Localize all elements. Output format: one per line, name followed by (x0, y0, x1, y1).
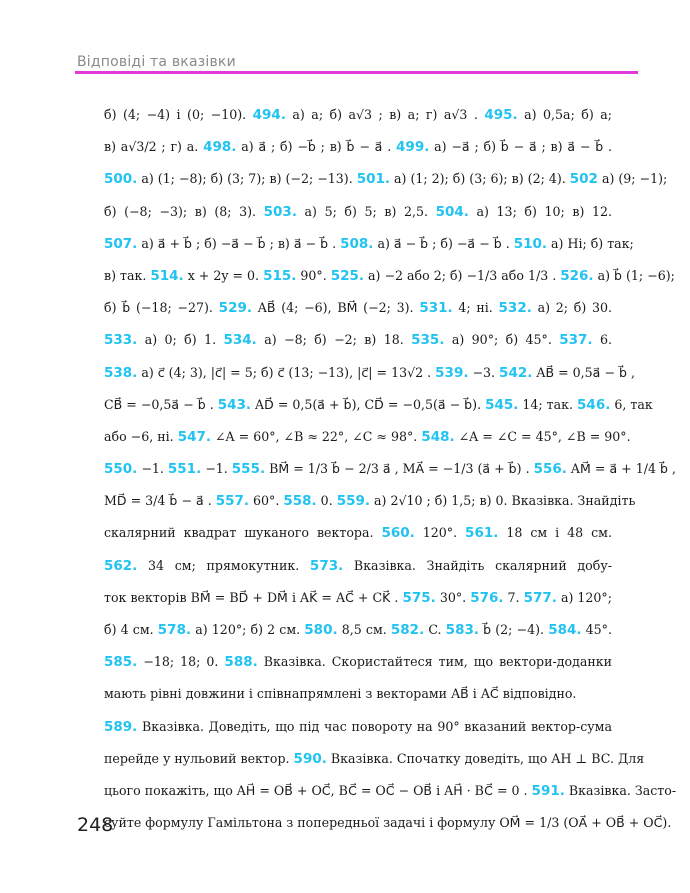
answer-line (104, 614, 612, 646)
running-header: Відповіді та вказівки (77, 54, 236, 70)
answer-text: а) a⃗ − b⃗ ; б) −a⃗ − b⃗ . (373, 235, 514, 251)
answer-text: в) a√3/2 ; г) a. (104, 139, 204, 155)
answer-text: перейде у нульовий вектор. (104, 750, 294, 766)
answer-line (104, 196, 612, 228)
answer-text: ток векторів BM⃗ = BD⃗ + DM⃗ і AK⃗ = AC⃗ + CK⃗ . (104, 589, 403, 605)
answer-text: 30°. (435, 589, 471, 605)
answer-number: 546. (577, 396, 611, 413)
answer-line (104, 163, 668, 195)
answer-number: 538. (104, 364, 138, 381)
answer-text: 6. (592, 332, 612, 348)
answer-text: Вказівка. Скористайтеся тим, що вектори-доданки (257, 654, 612, 670)
answer-text: Вказівка. Доведіть, що під час повороту на 90° вказаний вектор-сума (137, 718, 612, 734)
answer-text: а) Ні; б) так; (547, 235, 634, 251)
answer-text: AD⃗ = 0,5(a⃗ + b⃗), CD⃗ = −0,5(a⃗ − b⃗). (251, 396, 486, 412)
answer-number: 533. (104, 332, 138, 349)
answer-number: 504. (435, 203, 469, 220)
answer-number: 501. (356, 171, 391, 188)
answer-text: x + 2y = 0. (183, 267, 264, 283)
answer-number: 583. (445, 622, 479, 638)
answer-line (104, 357, 635, 389)
answer-text: 120°. (414, 525, 466, 541)
answer-text: CB⃗ = −0,5a⃗ − b⃗ . (104, 396, 218, 412)
answer-number: 502 (569, 171, 598, 188)
answer-number: 526. (560, 267, 594, 284)
answer-text: б) 4 см. (104, 622, 158, 637)
answer-text: 4; ні. (452, 300, 499, 316)
answer-text: а) 0; б) 1. (137, 332, 224, 348)
answer-text: а) 0,5a; б) a; (517, 107, 612, 122)
answer-text: 8,5 см. (337, 622, 391, 637)
answer-number: 557. (215, 493, 250, 510)
answer-number: 590. (293, 750, 327, 767)
answer-line (104, 743, 645, 775)
answer-text: 90°. (296, 267, 331, 283)
answer-line (104, 292, 612, 324)
answer-text: а) b⃗ (1; −6); (593, 267, 675, 283)
answer-text: б) (−8; −3); в) (8; 3). (104, 203, 264, 219)
answer-line (104, 260, 675, 292)
answer-number: 547. (177, 428, 211, 445)
answer-text: а) (9; −1); (597, 171, 668, 187)
answer-line (104, 775, 677, 807)
answer-text: скалярний квадрат шуканого вектора. (104, 525, 382, 541)
answer-number: 591. (531, 782, 565, 799)
answer-text: цього покажіть, що AH⃗ = OB⃗ + OC⃗, BC⃗ = OC⃗ − OB⃗ і AH⃗ · BC⃗ = 0 . (104, 782, 532, 798)
answer-number: 542. (499, 364, 533, 381)
answer-number: 495. (484, 107, 518, 123)
answer-line (104, 517, 612, 549)
answer-text: б) (4; −4) і (0; −10). (104, 107, 253, 122)
answer-number: 575. (402, 589, 436, 606)
answer-text: b⃗ (2; −4). (478, 622, 549, 637)
answer-line (104, 711, 612, 743)
answer-number: 580. (304, 622, 338, 638)
answer-number: 543. (217, 396, 252, 413)
answer-number: 529. (218, 300, 252, 317)
answer-number: 531. (419, 300, 453, 317)
answer-line (104, 550, 612, 582)
answer-number: 545. (485, 396, 519, 413)
answer-number: 548. (421, 428, 455, 445)
answer-number: 515. (263, 267, 297, 284)
answer-text: BM⃗ = 1/3 b⃗ − 2/3 a⃗ , MA⃗ = −1/3 (a⃗ + b⃗) . (265, 461, 534, 477)
answer-number: 584. (548, 622, 582, 638)
answer-number: 573. (309, 557, 344, 574)
answer-text: −1. (137, 461, 168, 477)
answer-number: 500. (104, 171, 138, 188)
answer-number: 503. (263, 203, 297, 220)
answer-text: −18; 18; 0. (137, 654, 225, 670)
answer-text: а) 120°; (556, 589, 612, 605)
answer-number: 510. (513, 235, 548, 252)
answer-line (104, 453, 676, 485)
answer-number: 514. (150, 267, 184, 284)
answer-number: 561. (465, 525, 499, 542)
answer-number: 577. (523, 589, 557, 606)
answer-text: а) (1; 2); б) (3; 6); в) (2; 4). (390, 171, 570, 187)
answer-text: 6, так (610, 396, 653, 412)
answer-text: −3. (468, 364, 500, 380)
answer-text: а) −a⃗ ; б) b⃗ − a⃗ ; в) a⃗ − b⃗ . (429, 139, 613, 155)
answer-line (104, 582, 612, 614)
answer-text: а) (1; −8); б) (3; 7); в) (−2; −13). (137, 171, 357, 187)
answer-text: AB⃗ = 0,5a⃗ − b⃗ , (532, 364, 635, 380)
answer-text: а) −8; б) −2; в) 18. (256, 332, 412, 348)
answer-number: 535. (411, 332, 445, 349)
answer-number: 558. (283, 493, 317, 510)
answer-line (104, 646, 612, 678)
answer-text: Вказівка. Спочатку доведіть, що AH ⊥ BC. Для (326, 750, 645, 766)
answer-number: 562. (104, 557, 138, 574)
answer-text: Вказівка. Знайдіть скалярний добу- (343, 557, 612, 573)
answer-number: 499. (396, 139, 430, 156)
answer-text: а) −2 або 2; б) −1/3 або 1/3 . (364, 267, 561, 283)
answer-text: а) 5; б) 5; в) 2,5. (296, 203, 436, 219)
header-rule (75, 71, 638, 74)
answer-number: 555. (231, 461, 266, 478)
answer-line (104, 389, 653, 421)
answer-number: 585. (104, 654, 138, 671)
answer-number: 534. (223, 332, 257, 349)
answer-number: 578. (157, 622, 192, 638)
answer-number: 525. (330, 267, 365, 284)
answer-text: AM⃗ = a⃗ + 1/4 b⃗ , (566, 461, 676, 477)
answer-line (104, 421, 631, 453)
answer-text: а) a⃗ ; б) −b⃗ ; в) b⃗ − a⃗ . (236, 139, 397, 155)
answer-text: C. (424, 622, 446, 637)
answer-text: в) так. (104, 267, 151, 283)
answer-number: 507. (104, 235, 138, 252)
answer-text: 7. (503, 589, 524, 605)
answer-number: 588. (224, 654, 258, 671)
answer-number: 550. (104, 461, 138, 478)
answer-text: MD⃗ = 3/4 b⃗ − a⃗ . (104, 493, 216, 509)
answer-number: 494. (252, 107, 286, 123)
answers-text (104, 99, 677, 839)
page-number: 248 (77, 814, 114, 836)
answer-line (104, 678, 612, 710)
answer-number: 560. (381, 525, 415, 542)
answer-text: −1. (201, 461, 232, 477)
answer-text: 0. (316, 493, 337, 509)
answer-line (104, 228, 634, 260)
answer-line (104, 99, 612, 131)
answer-number: 539. (435, 364, 469, 381)
answer-text: Вказівка. Засто- (564, 782, 677, 798)
answer-number: 556. (533, 461, 567, 478)
answer-text: а) 90°; б) 45°. (444, 332, 560, 348)
answer-text: суйте формулу Гамільтона з попередньої задачі і формулу OM⃗ = 1/3 (OA⃗ + OB⃗ + OC⃗). (104, 815, 672, 831)
answer-line (104, 807, 672, 839)
answer-number: 576. (470, 589, 504, 606)
answer-line (104, 485, 636, 517)
answer-text: AB⃗ (4; −6), BM⃗ (−2; 3). (251, 300, 420, 316)
answer-text: 14; так. (518, 396, 578, 412)
answer-number: 551. (167, 461, 202, 478)
answer-number: 498. (203, 139, 237, 156)
answer-text: мають рівні довжини і співнапрямлені з векторами AB⃗ і AC⃗ відповідно. (104, 686, 577, 702)
answer-text: або −6, ні. (104, 428, 178, 444)
answer-number: 532. (498, 300, 532, 317)
answer-number: 589. (104, 718, 138, 735)
answer-text: 45°. (581, 622, 612, 637)
answer-text: 60°. (249, 493, 284, 509)
answer-text: 18 см і 48 см. (498, 525, 612, 541)
answer-text: а) 2; б) 30. (531, 300, 612, 316)
answer-text: ∠A = 60°, ∠B ≈ 22°, ∠C ≈ 98°. (211, 428, 422, 444)
answer-text: б) b⃗ (−18; −27). (104, 300, 219, 316)
answer-text: 34 см; прямокутник. (137, 557, 310, 573)
answer-text: а) 2√10 ; б) 1,5; в) 0. Вказівка. Знайдіть (370, 493, 636, 509)
answer-text: а) 13; б) 10; в) 12. (468, 203, 612, 219)
answer-text: а) a⃗ + b⃗ ; б) −a⃗ − b⃗ ; в) a⃗ − b⃗ . (137, 235, 341, 251)
answer-text: а) c⃗ (4; 3), |c⃗| = 5; б) c⃗ (13; −13), |c⃗| = 13√2 . (137, 364, 436, 380)
answer-number: 508. (340, 235, 374, 252)
answer-line (104, 324, 612, 356)
answer-text: а) 120°; б) 2 см. (191, 622, 305, 637)
answer-text: а) a; б) a√3 ; в) a; г) a√3 . (285, 107, 485, 122)
answer-number: 537. (559, 332, 593, 349)
answer-number: 582. (390, 622, 425, 638)
answer-number: 559. (336, 493, 371, 510)
answer-line (104, 131, 612, 163)
answer-text: ∠A = ∠C = 45°, ∠B = 90°. (454, 428, 631, 444)
